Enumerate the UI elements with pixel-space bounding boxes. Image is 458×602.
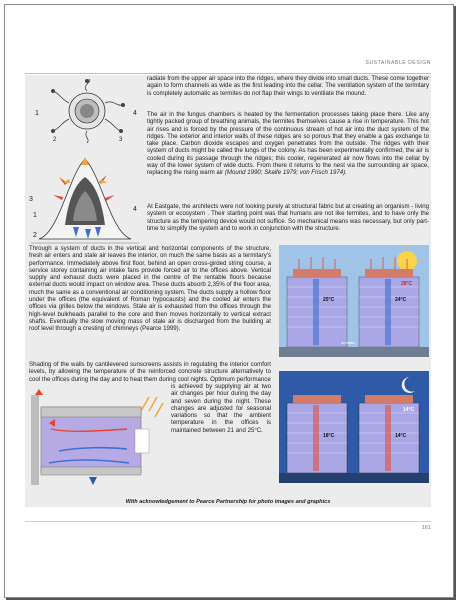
day-left-temp: 25°C — [323, 297, 335, 303]
ventilation-detail-figure — [29, 389, 165, 489]
day-right-temp: 24°C — [395, 297, 407, 303]
page-header — [25, 60, 431, 74]
night-left-temp: 18°C — [323, 433, 335, 439]
section-label-4: 4 — [133, 206, 137, 213]
footer-divider — [25, 521, 431, 522]
content-panel — [25, 75, 431, 507]
section-label-1: 1 — [33, 212, 37, 219]
paragraph-2 — [147, 111, 429, 177]
paragraph-2-citation: (Mound 1990; Skaife 1979; von Frisch 1974). — [224, 169, 347, 177]
label-4: 4 — [133, 110, 137, 117]
label-3: 3 — [119, 137, 123, 143]
section-title: SUSTAINABLE DESIGN — [365, 60, 431, 66]
page-number: 161 — [421, 525, 431, 531]
eastgate-day-ventilation-diagram — [279, 245, 429, 357]
section-label-3: 3 — [29, 196, 33, 203]
day-outside-temp: 28°C — [401, 281, 413, 287]
label-1: 1 — [35, 110, 39, 117]
termite-mound-section-figure — [29, 155, 141, 247]
termite-mound-top-view-figure — [31, 79, 143, 143]
photo-acknowledgement: With acknowledgement to Pearce Partnership for photo images and graphics — [125, 499, 331, 505]
document-page — [4, 4, 454, 598]
paragraph-1: radiate from the upper air space into the ridges, where they divide into small ducts. These come together again to form channels as wide as the first leading into the cellar. The ventilation system of the termitary is completely automatic as termites do not flap their wings to ventilate the mound. — [147, 75, 429, 97]
paragraph-2-main: The air in the fungus chambers is heated by the fermentation processes taking place there. Like any tightly packed group of breathing animals, the termites themselves cause a rise in temperature. This hot air rises and is forced by the pressure of the continuous stream of hot air into the duct system of the ridges. The exterior and interior walls of these ridges are so porous that they enable a gas exchange to take place. Carbon dioxide escapes and oxygen penetrates from the outside. The ridges with their system of ducts might be called the lungs of the colony. As has been experimentally confirmed, the air is cooled during its passage through the ridges; this cooler, regenerated air now flows into the cellar by way of the lower system of wide ducts. From there it returns to the nest via the surrounding air space, replacing the rising warm air — [147, 111, 429, 177]
paragraph-3: At Eastgate, the architects were not looking purely at structural fabric but at creating an organism - living system or ecosystem . Their starting point was that humans are not like termites, and to have only the structure as the tempering device would not suffice. So mechanical means was necessary, but only part-time to simplify the system and to work in conjunction with the structure. — [147, 203, 429, 232]
section-label-2: 2 — [33, 232, 37, 239]
eastgate-night-ventilation-diagram — [279, 371, 429, 483]
paragraph-4: Through a system of ducts in the vertical and horizontal components of the structure, fresh air enters and stale air leaves the interior, on much the same basis as a termitary's performance. Immediately above first floor, behind an open cross-girded string course, a service storey containing air intake fans provide forced air to the offices above. Vertical supply and exhaust ducts were placed in the centre of the rentable floors because external ducts would impact on window area. These ducts absorb 2,35% of the floor area, much the same as a conventional air conditioning system. The ducts supply a hollow floor under the offices (the equivalent of Roman hypocausts) and the cooled air enters the offices via grilles below the windows. Stale air is exhausted from the offices through the high-level bulkheads parallel to the core and then moves horizontally to vertical extract shafts. Eventually the slow moving mass of stale air is discharged from the building at roof level through a cresting of chimneys (Pearce 1999). — [29, 245, 271, 333]
paragraph-5: Shading of the walls by cantilevered sunscreens assists in regulating the interior comfort levels, by allowing the temperature of the reinforced concrete structure alternatively to cool the offices during the day and to heat them during cool nights. Optimum performance — [29, 361, 271, 383]
label-2: 2 — [53, 137, 57, 143]
night-right-temp: 14°C — [395, 433, 407, 439]
day-bottom-label: air intake — [341, 341, 356, 345]
night-outside-temp: 14°C — [403, 407, 415, 413]
paragraph-5-continued: is achieved by supplying air at two air changes per hour during the day and seven during the night. These changes are adjusted for seasonal variations so that the ambient temperature in the offices is maintained between 21 and 25°C. — [171, 383, 271, 434]
